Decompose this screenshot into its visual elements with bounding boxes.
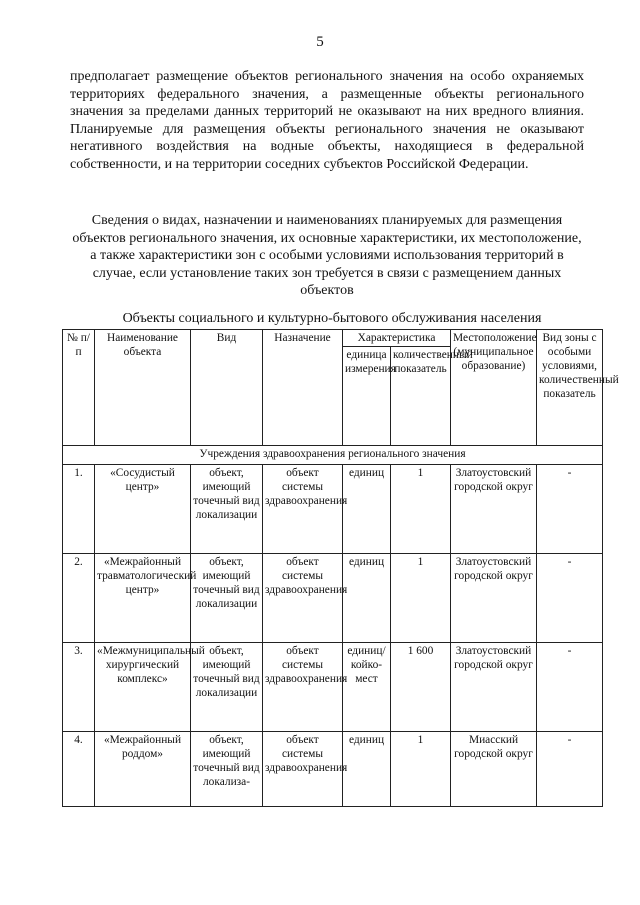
cell-purpose: объект системы здравоохранения [263, 643, 343, 732]
cell-location: Златоустовский городской округ [451, 643, 537, 732]
page-number: 5 [316, 34, 324, 50]
cell-num: 1. [63, 465, 95, 554]
cell-zone: - [537, 732, 603, 807]
cell-purpose: объект системы здравоохранения [263, 465, 343, 554]
table-row [63, 643, 603, 732]
cell-name: «Сосудистый центр» [95, 465, 191, 554]
header-name: Наименование объекта [95, 330, 191, 446]
objects-table [62, 329, 619, 807]
cell-unit: единиц [343, 554, 391, 643]
header-qty: количественный показатель [391, 347, 451, 446]
table-header-row [63, 330, 603, 347]
header-unit: единица измерения [343, 347, 391, 446]
cell-name: «Межрайонный роддом» [95, 732, 191, 807]
cell-location: Златоустовский городской округ [451, 465, 537, 554]
header-characteristics: Характеристика [343, 330, 451, 347]
table-row [63, 732, 603, 807]
cell-num: 4. [63, 732, 95, 807]
section-heading: Сведения о видах, назначении и наименованиях планируемых для размещения объектов регионального значения, их основные характеристики, их местоположение, а также характеристики зон с особыми условиями использования территорий в случае, если установление таких зон требуется в связи с размещением данных объектов [72, 213, 582, 299]
cell-kind: объект, имеющий точечный вид локализации [191, 643, 263, 732]
cell-qty: 1 [391, 465, 451, 554]
cell-location: Златоустовский городской округ [451, 554, 537, 643]
cell-name: «Межрайонный травматологический центр» [95, 554, 191, 643]
cell-zone: - [537, 643, 603, 732]
table-row [63, 465, 603, 554]
header-purpose: Назначение [263, 330, 343, 446]
cell-kind: объект, имеющий точечный вид локализации [191, 554, 263, 643]
cell-zone: - [537, 465, 603, 554]
cell-kind: объект, имеющий точечный вид локализа- [191, 732, 263, 807]
cell-qty: 1 [391, 732, 451, 807]
cell-kind: объект, имеющий точечный вид локализации [191, 465, 263, 554]
section-title: Учреждения здравоохранения регионального значения [63, 446, 603, 465]
cell-purpose: объект системы здравоохранения [263, 554, 343, 643]
cell-purpose: объект системы здравоохранения [263, 732, 343, 807]
cell-qty: 1 600 [391, 643, 451, 732]
table-section-row [63, 446, 603, 465]
header-num: № п/п [63, 330, 95, 446]
cell-num: 2. [63, 554, 95, 643]
header-kind: Вид [191, 330, 263, 446]
cell-unit: единиц [343, 465, 391, 554]
header-zone: Вид зоны с особыми условиями, количественный показатель [537, 330, 603, 446]
cell-unit: единиц [343, 732, 391, 807]
header-location: Местоположение (муниципальное образование) [451, 330, 537, 446]
cell-location: Миасский городской округ [451, 732, 537, 807]
cell-name: «Межмуниципальный хирургический комплекс» [95, 643, 191, 732]
intro-paragraph: предполагает размещение объектов регионального значения на особо охраняемых территориях федерального значения, а размещенные объекты регионального значения за пределами данных территорий не оказывают на них вредного влияния. Планируемые для размещения объекты регионального значения не оказывают негативного воздействия на водные объекты, находящиеся в федеральной собственности, и на территории соседних субъектов Российской Федерации. [70, 69, 584, 172]
cell-num: 3. [63, 643, 95, 732]
table-caption: Объекты социального и культурно-бытового обслуживания населения [122, 311, 542, 326]
cell-unit: единиц/ койко-мест [343, 643, 391, 732]
cell-zone: - [537, 554, 603, 643]
table-row [63, 554, 603, 643]
cell-qty: 1 [391, 554, 451, 643]
